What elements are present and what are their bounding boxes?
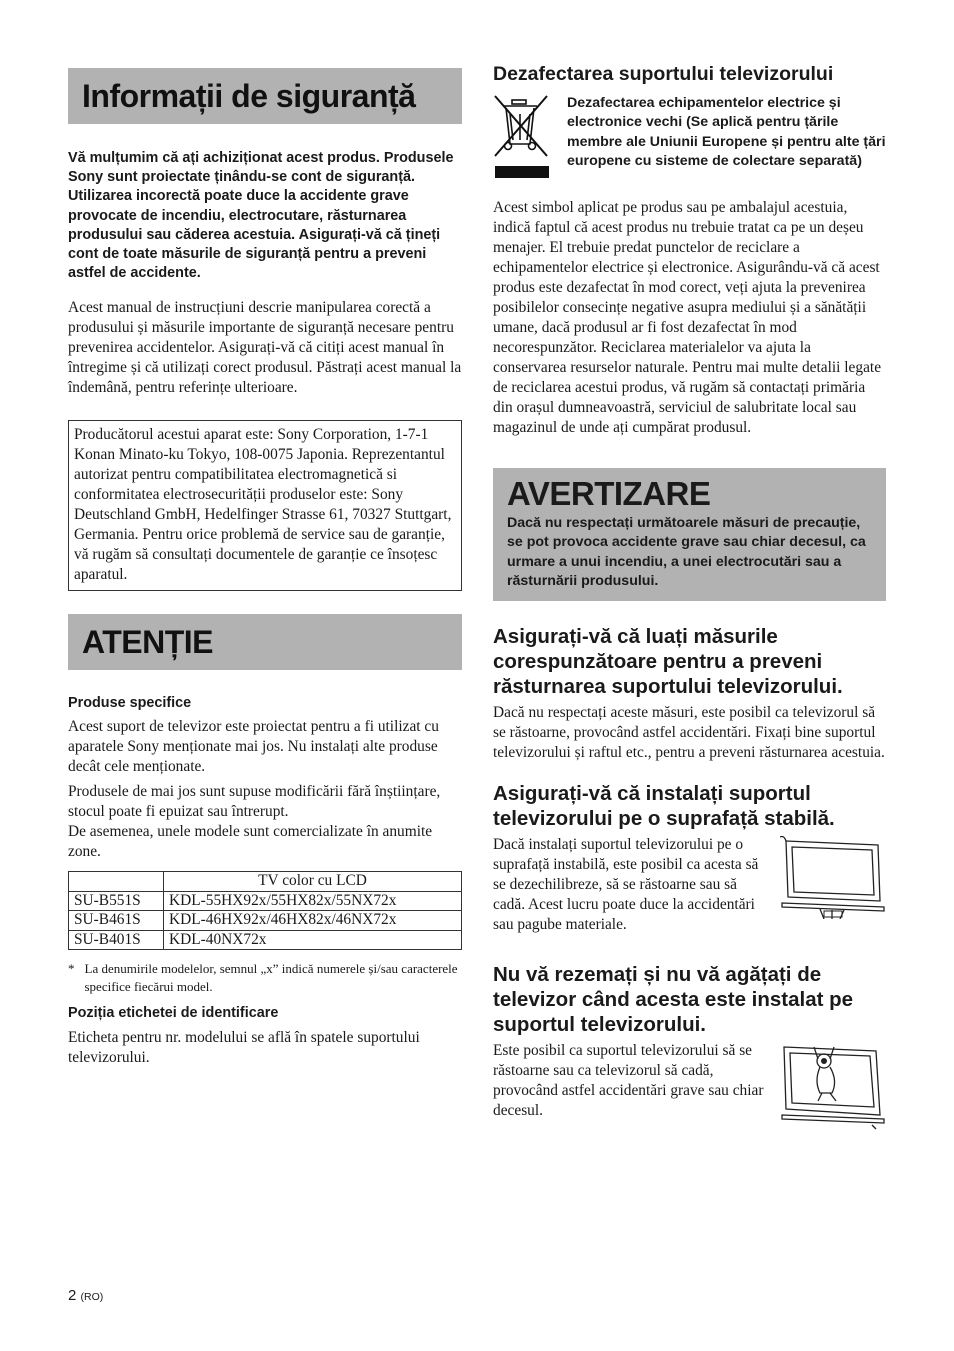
no-leaning-paragraph: Este posibil ca suportul televizorului să se răstoarne sau ca televizorul să cadă, provocând astfel accidentări grave sau chiar decesul. (493, 1042, 764, 1120)
weee-block (493, 94, 886, 187)
manufacturer-box (68, 420, 462, 591)
left-column (68, 68, 462, 1068)
footnote (68, 960, 462, 995)
model-list: KDL-55HX92x/55HX82x/55NX72x (164, 891, 462, 911)
model-code: SU-B461S (69, 911, 164, 931)
model-list: KDL-40NX72x (164, 930, 462, 950)
warning-text: Dacă nu respectați următoarele măsuri de precauție, se pot provoca accidente grave sau chiar decesul, ca urmare a unui incendiu, a unei electrocutări sau a răsturnării produsului. (507, 515, 866, 589)
footnote-mark: * (68, 961, 75, 977)
intro-paragraph: Vă mulțumim că ați achiziționat acest produs. Produsele Sony sunt proiectate ținându-se cont de siguranță. Utilizarea incorectă poate duce la accidente grave provocate de incendiu, electrocutare, răsturnarea produsului sau căderea acestuia. Asigurați-vă că țineți cont de toate măsurile de siguranță pentru a preveni astfel de accidente. (68, 150, 454, 282)
manufacturer-text: Producătorul acestui aparat este: Sony Corporation, 1-7-1 Konan Minato-ku Tokyo, 108-0075 Japonia. Reprezentantul autorizat pentru compatibilitatea electromagnetică si conformitatea electrosecurității produselor este: Sony Deutschland GmbH, Hedelfinger Strasse 61, 70327 Stuttgart, Germania. Pentru orice problemă de service sau de garanție, vă rugăm să consultați documentele de garanție ce însoțesc aparatul. (74, 426, 452, 584)
no-leaning-block (493, 1041, 886, 1136)
tip-over-paragraph: Dacă nu respectați aceste măsuri, este posibil ca televizorul să se răstoarne, provocând astfel accidentări. Fixați bine suportul televizorului și raftul etc., pentru a preveni răsturnarea acestuia. (493, 704, 885, 762)
table-row (69, 891, 462, 911)
table-row (69, 911, 462, 931)
warning-box (493, 468, 886, 601)
products-paragraph-2: Produsele de mai jos sunt supuse modificării fără înștiințare, stocul poate fi epuizat sau întrerupt. (68, 783, 441, 821)
products-paragraph-3: De asemenea, unele modele sunt comercializate în anumite zone. (68, 823, 433, 861)
no-leaning-heading: Nu vă rezemați și nu vă agățați de televizor când acesta este instalat pe suportul televizorului. (493, 963, 854, 1037)
weee-paragraph: Acest simbol aplicat pe produs sau pe ambalajul acestuia, indică faptul că acest produs nu trebuie tratat ca pe un deșeu menajer. El trebuie predat punctelor de reciclare a echipamentelor electrice și electronice. Asigurându-vă că acest produs este dezafectat în mod corect, veți ajuta la prevenirea posibilelor consecințe negative asupra mediului și a sănătății umane, dacă produsul ar fi fost dezafectat în mod necorespunzător. Reciclarea materialelor va ajuta la conservarea resurselor naturale. Pentru mai multe detalii legate de reciclarea acestui produs, vă rugăm să contactați primăria din orașul dumneavoastră, serviciul de salubritate local sau magazinul de unde ați cumpărat produsul. (493, 199, 882, 436)
label-paragraph: Eticheta pentru nr. modelului se află în spatele suportului televizorului. (68, 1029, 420, 1067)
page-number (68, 1287, 103, 1304)
table-header: TV color cu LCD (164, 872, 462, 892)
products-heading: Produse specifice (68, 695, 192, 712)
right-column (493, 62, 886, 1136)
child-hanging-illustration (780, 1041, 886, 1136)
table-row (69, 930, 462, 950)
model-code: SU-B551S (69, 891, 164, 911)
stable-surface-heading: Asigurați-vă că instalați suportul televizorului pe o suprafață stabilă. (493, 782, 835, 831)
table-header-blank (69, 872, 164, 892)
warning-title: AVERTIZARE (507, 475, 711, 512)
label-heading: Poziția etichetei de identificare (68, 1005, 279, 1022)
page-number-value: 2 (68, 1287, 77, 1304)
weee-title: Dezafectarea echipamentelor electrice și electronice vechi (Se aplică pentru țările membre ale Uniunii Europene și pentru alte țări europene cu sisteme de colectare separată) (567, 95, 886, 169)
stable-surface-paragraph: Dacă instalați suportul televizorului pe o suprafață instabilă, este posibil ca acesta să se dezechilibreze, să se răstoarne sau să cadă. Acest lucru poate duce la accidentări sau pagube materiale. (493, 836, 759, 934)
safety-info-title: Informații de siguranță (68, 68, 462, 124)
products-paragraph-1: Acest suport de televizor este proiectat pentru a fi utilizat cu aparatele Sony menționate mai jos. Nu instalați alte produse decât cele menționate. (68, 718, 439, 776)
models-table (68, 871, 462, 950)
attention-title: ATENȚIE (68, 614, 462, 670)
stable-surface-block (493, 835, 886, 935)
manual-paragraph: Acest manual de instrucțiuni descrie manipularea corectă a produsului și măsurile importante de siguranță necesare pentru prevenirea accidentelor. Asigurați-vă că citiți acest manual în întregime și că utilizați corect produsul. Păstrați acest manual la îndemână, pentru referințe ulterioare. (68, 299, 462, 397)
language-code: (RO) (80, 1291, 104, 1303)
crossed-bin-icon (493, 94, 551, 187)
model-list: KDL-46HX92x/46HX82x/46NX72x (164, 911, 462, 931)
model-code: SU-B401S (69, 930, 164, 950)
tip-over-heading: Asigurați-vă că luați măsurile corespunzătoare pentru a preveni răsturnarea suportului televizorului. (493, 625, 843, 699)
tv-unstable-illustration (780, 835, 886, 924)
disposal-heading: Dezafectarea suportului televizorului (493, 63, 834, 85)
footnote-text: La denumirile modelelor, semnul „x” indică numerele și/sau caracterele specifice fiecărui model. (84, 961, 458, 994)
